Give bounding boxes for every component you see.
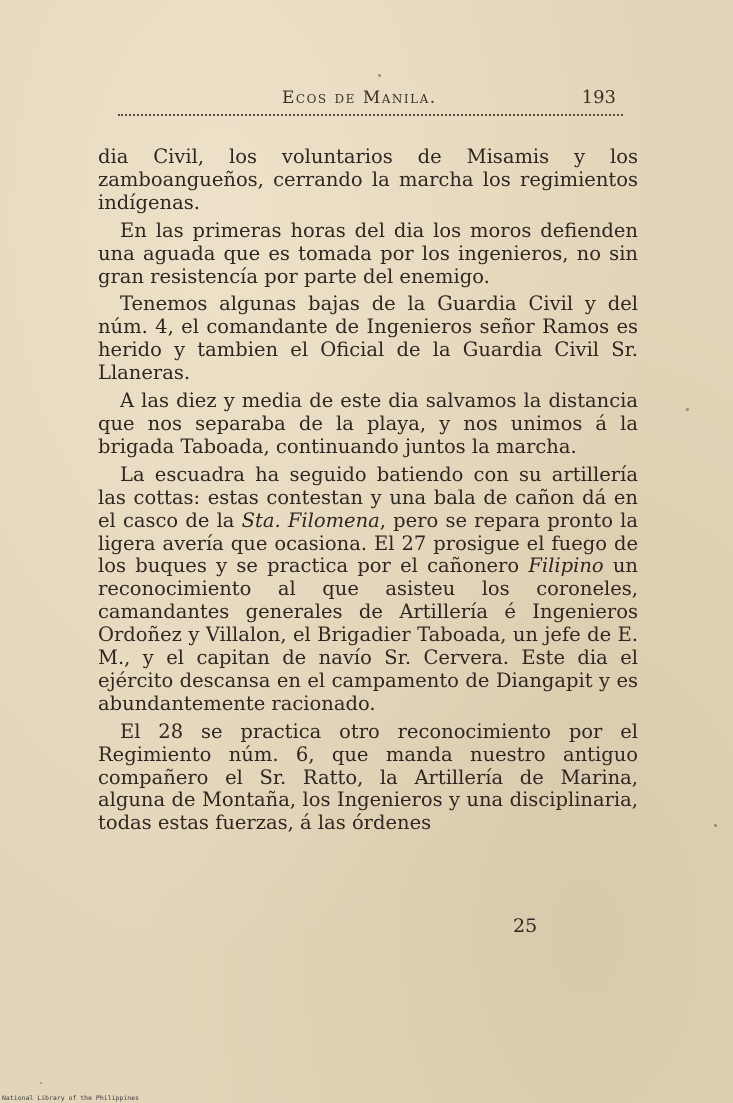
paragraph-5-part-3: un reconocimiento al que asisteu los coroneles, camandantes generales de Artillería é Ingenieros Ordoñez y Villalon, el Brigadier Taboada, un jefe de E. M., y el capitan de navío Sr. Cervera. Este dia el ejército descansa en el campamento de Diangapit y es abundantemente racionado. bbox=[98, 554, 638, 715]
paragraph-5-part-2: , pero se repara pronto la ligera avería que ocasiona. El 27 prosigue el fuego de los buques y se practica por el cañonero bbox=[98, 508, 639, 578]
paper-speck bbox=[40, 1082, 42, 1084]
paragraph-6: El 28 se practica otro reconocimiento por el Regimiento núm. 6, que manda nuestro antiguo compañero el Sr. Ratto, la Artillería de Marina, alguna de Montaña, los Ingenieros y una disciplinaria, todas estas fuerzas, á las órdenes bbox=[98, 719, 638, 835]
paragraph-2: En las primeras horas del dia los moros defienden una aguada que es tomada por los ingenieros, no sin gran resistencía por parte del enemigo. bbox=[98, 218, 638, 288]
paragraph-5 bbox=[98, 464, 638, 716]
paragraph-1: dia Civil, los voluntarios de Misamis y los zamboangueños, cerrando la marcha los regimientos indígenas. bbox=[98, 145, 638, 214]
paragraph-3: Tenemos algunas bajas de la Guardia Civil y del núm. 4, el comandante de Ingenieros señor Ramos es herido y tambien el Oficial de la Guardia Civil Sr. Llaneras. bbox=[98, 292, 638, 385]
paragraph-4: A las diez y media de este dia salvamos la distancia que nos separaba de la playa, y nos unimos á la brigada Taboada, continuando juntos la marcha. bbox=[98, 389, 638, 458]
ship-name-filomena: Sta. Filomena bbox=[241, 508, 380, 532]
paragraph-5-part-1: La escuadra ha seguido batiendo con su artillería las cottas: estas contestan y una bala de cañon dá en el casco de la bbox=[98, 462, 638, 532]
library-stamp: National Library of the Philippines bbox=[2, 1094, 139, 1102]
running-head bbox=[100, 88, 620, 112]
page-number: 193 bbox=[581, 87, 616, 108]
paper-speck bbox=[378, 74, 381, 77]
signature-mark: 25 bbox=[513, 915, 538, 937]
ship-name-filipino: Filipino bbox=[528, 554, 604, 578]
header-rule bbox=[118, 114, 623, 120]
body-text bbox=[98, 146, 638, 840]
paper-speck bbox=[686, 408, 689, 411]
page-title: Ecos de Manila. bbox=[282, 88, 437, 108]
paper-speck bbox=[714, 824, 717, 827]
